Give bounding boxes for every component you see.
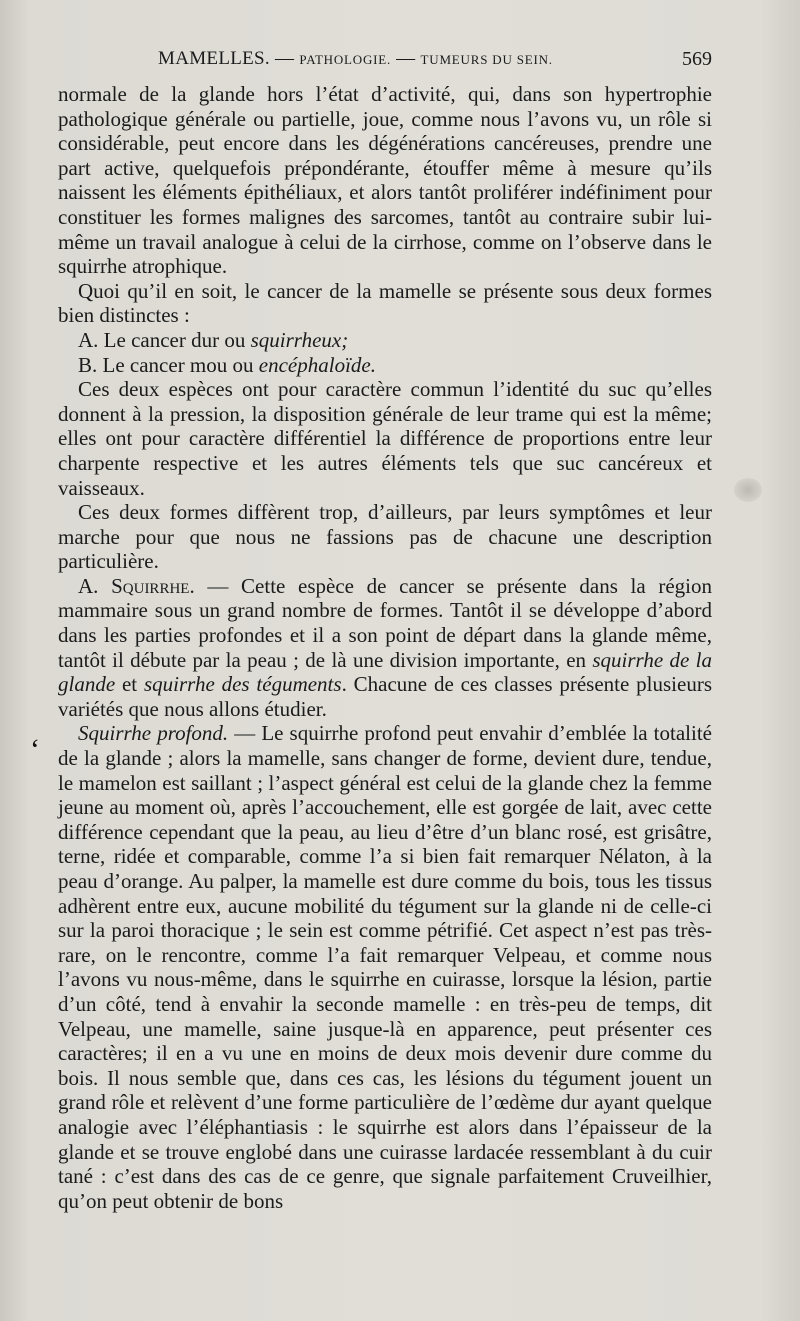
- section-label: A.: [78, 573, 112, 598]
- page-number: 569: [682, 48, 712, 70]
- page-body: [58, 82, 712, 1213]
- text-run: — Cette espèce de cancer se présente dans la région mammaire sous un grand nombre de formes. Tantôt il se développe d’abord dans les parties profondes et il a son point de départ dans la glande même, tantôt il débute par la peau ; de là une division importante, en: [58, 573, 713, 672]
- subsection-heading: Squirrhe profond.: [78, 721, 229, 746]
- list-item-emphasis: squirrheux;: [250, 327, 349, 352]
- emphasis: squirrhe des téguments: [143, 672, 342, 697]
- paragraph: [58, 574, 712, 722]
- list-item-label: B. Le cancer mou ou: [78, 352, 259, 377]
- header-dash: —: [269, 48, 300, 69]
- text-run: et: [115, 672, 144, 697]
- page-header: [58, 48, 710, 78]
- list-item-label: A. Le cancer dur ou: [78, 327, 251, 352]
- text-run: . Chacune de ces classes présente plusieurs variétés que nous allons étudier.: [58, 672, 712, 721]
- paragraph: Quoi qu’il en soit, le cancer de la mamelle se présente sous deux formes bien distinctes :: [58, 278, 712, 328]
- paragraph: Ces deux formes diffèrent trop, d’ailleurs, par leurs symptômes et leur marche pour que nous ne fassions pas de chacune une description particulière.: [58, 500, 712, 574]
- margin-annotation: ʻ: [30, 733, 40, 766]
- paragraph: [58, 721, 712, 1213]
- page-smudge: [734, 478, 762, 502]
- running-head: [158, 48, 553, 70]
- header-dash: —: [391, 48, 421, 69]
- paragraph: Ces deux espèces ont pour caractère commun l’identité du suc qu’elles donnent à la pression, la disposition générale de leur trame qui est la même; elles ont pour caractère différentiel la différence de proportions entre leur charpente respective et les autres éléments tels que suc cancéreux et vaisseaux.: [58, 377, 712, 500]
- header-title: MAMELLES.: [158, 48, 270, 69]
- text-run: — Le squirrhe profond peut envahir d’emblée la totalité de la glande ; alors la mamelle, sans changer de forme, devient dure, tendue, le mamelon est saillant ; l’aspect général est celui de la glande chez la femme jeune au moment où, après l’accouchement, elle est gorgée de lait, avec cette différence cependant que la peau, au lieu d’être d’un blanc rosé, est grisâtre, terne, ridée et comparable, comme l’a si bien fait remarquer Nélaton, à la peau d’orange. Au palper, la mamelle est dure comme du bois, tous les tissus adhèrent entre eux, aucune mobilité du tégument sur la glande ni de celle-ci sur la paroi thoracique ; le sein est comme pétrifié. Cet aspect n’est pas très-rare, on le rencontre, comme l’a fait remarquer Velpeau, et comme nous l’avons vu nous-même, dans le squirrhe en cuirasse, lorsque la lésion, partie d’un côté, tend à envahir la seconde mamelle : en très-peu de temps, dit Velpeau, une mamelle, saine jusque-là en apparence, peut présenter ces caractères; il en a vu une en moins de deux mois devenir dure comme du bois. Il nous semble que, dans ces cas, les lésions du tégument jouent un grand rôle et relèvent d’une forme particulière de l’œdème dur ayant quelque analogie avec l’éléphantiasis : le squirrhe est alors dans l’épaisseur de la glande et se trouve englobé dans une cuirasse lardacée ressemblant à du cuir tané : c’est dans des cas de ce genre, que signale parfaitement Cruveilhier, qu’on peut obtenir de bons: [58, 721, 712, 1213]
- list-item: [58, 353, 712, 378]
- emphasis: squirrhe de la glande: [58, 647, 712, 697]
- section-heading: Squirrhe.: [111, 573, 195, 598]
- header-section: PATHOLOGIE.: [299, 52, 392, 67]
- paragraph: normale de la glande hors l’état d’activité, qui, dans son hypertrophie pathologique générale ou partielle, joue, comme nous l’avons vu, un rôle si considérable, peut encore dans les dégénérations cancéreuses, prendre une part active, quelquefois prépondérante, étouffer même à mesure qu’ils naissent les éléments épithéliaux, et alors tantôt proliférer indéfiniment pour constituer les formes malignes des sarcomes, tantôt au contraire subir lui-même un travail analogue à celui de la cirrhose, comme on l’observe dans le squirrhe atrophique.: [58, 82, 712, 279]
- header-subsection: TUMEURS DU SEIN.: [420, 52, 553, 67]
- list-item-emphasis: encéphaloïde.: [258, 352, 376, 377]
- list-item: [58, 328, 712, 353]
